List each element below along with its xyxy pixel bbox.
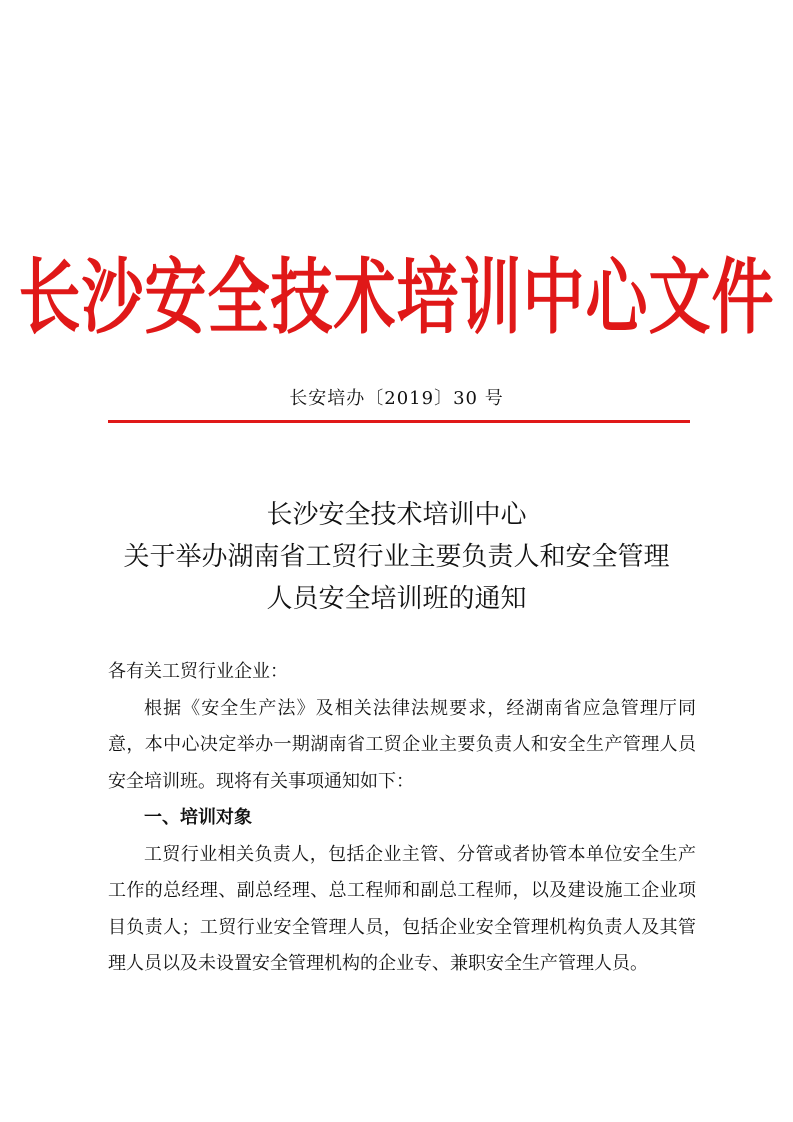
notice-body xyxy=(108,654,696,983)
intro-paragraph: 根据《安全生产法》及相关法律法规要求，经湖南省应急管理厅同意，本中心决定举办一期湖南省工贸企业主要负责人和安全生产管理人员安全培训班。现将有关事项通知如下： xyxy=(108,697,696,792)
training-targets-paragraph: 工贸行业相关负责人，包括企业主管、分管或者协管本单位安全生产工作的总经理、副总经理、总工程师和副总工程师，以及建设施工企业项目负责人；工贸行业安全管理人员，包括企业安全管理机构负责人及其管理人员以及未设置安全管理机构的企业专、兼职安全生产管理人员。 xyxy=(108,843,696,974)
title-line-3: 人员安全培训班的通知 xyxy=(266,584,527,614)
red-divider-line xyxy=(108,420,690,423)
section-heading-training-targets: 一、培训对象 xyxy=(144,807,252,828)
title-line-2: 关于举办湖南省工贸行业主要负责人和安全管理 xyxy=(123,542,670,572)
document-number: 长安培办〔2019〕30 号 xyxy=(289,388,504,409)
document-masthead: 长沙安全技术培训中心文件 xyxy=(18,249,775,346)
salutation: 各有关工贸行业企业： xyxy=(108,661,288,682)
notice-title xyxy=(0,494,793,620)
title-line-1: 长沙安全技术培训中心 xyxy=(266,500,527,530)
